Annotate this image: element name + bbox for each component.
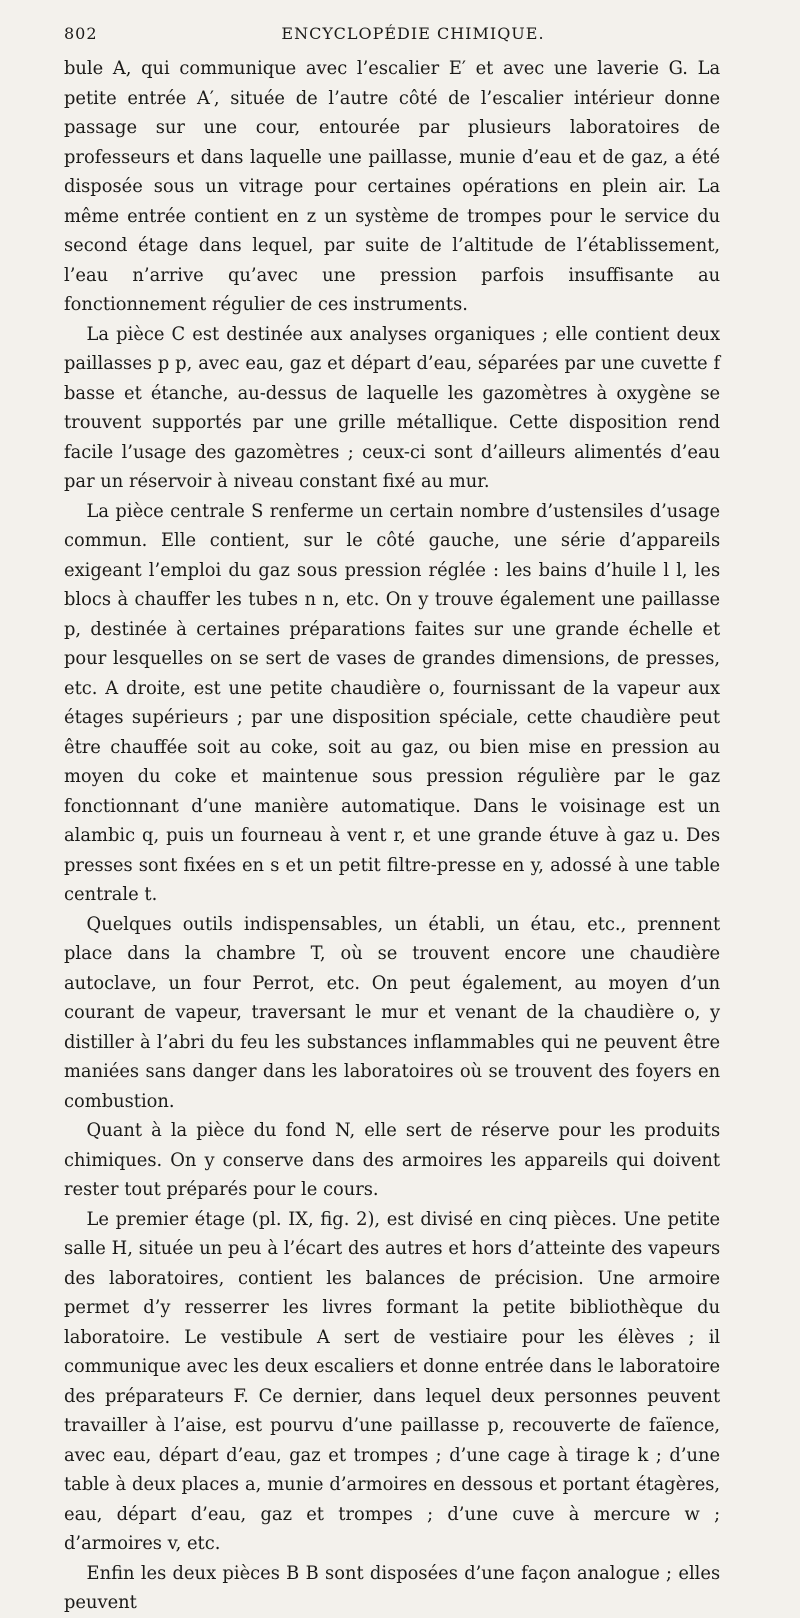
paragraph-premier-etage: Le premier étage (pl. IX, fig. 2), est divisé en cinq pièces. Une petite salle H, située un peu à l’écart des autres et hors d’atteinte des vapeurs des laboratoires, contient les balances de précision. Une armoire permet d’y resserrer les livres formant la petite bibliothèque du laboratoire. Le vestibule A sert de vestiaire pour les élèves ; il communique avec les deux escaliers et donne entrée dans le laboratoire des préparateurs F. Ce dernier, dans lequel deux personnes peuvent travailler à l’aise, est pourvu d’une paillasse p, recouverte de faïence, avec eau, départ d’eau, gaz et trompes ; d’une cage à tirage k ; d’une table à deux places a, munie d’armoires en dessous et portant étagères, eau, départ d’eau, gaz et trompes ; d’une cuve à mercure w ; d’armoires v, etc. <box>64 1207 721 1554</box>
page-number: 802 <box>64 24 98 43</box>
paragraph-piece-du-fond: Quant à la pièce du fond N, elle sert de réserve pour les produits chimiques. On y conserve dans des armoires les appareils qui doivent rester tout préparés pour le cours. <box>64 1119 721 1200</box>
paragraph-piece-c: La pièce C est destinée aux analyses organiques ; elle contient deux paillasses p p, avec eau, gaz et départ d’eau, séparées par une cuvette f basse et étanche, au-dessus de laquelle les gazomètres à oxygène se trouvent supportés par une grille métallique. Cette disposition rend facile l’usage des gazomètres ; ceux-ci sont d’ailleurs alimentés d’eau par un réservoir à niveau constant fixé au mur. <box>64 322 721 492</box>
running-title: ENCYCLOPÉDIE CHIMIQUE. <box>281 24 545 43</box>
body-text <box>64 54 720 1618</box>
paragraph-final: Enfin les deux pièces B B sont disposées d’une façon analogue ; elles peuvent <box>64 1561 721 1613</box>
paragraph-piece-centrale: La pièce centrale S renferme un certain nombre d’ustensiles d’usage commun. Elle contient, sur le côté gauche, une série d’appareils exigeant l’emploi du gaz sous pression réglée : les bains d’huile l l, les blocs à chauffer les tubes n n, etc. On y trouve également une paillasse p, destinée à certaines préparations faites sur une grande échelle et pour lesquelles on se sert de vases de grandes dimensions, de presses, etc. A droite, est une petite chaudière o, fournissant de la vapeur aux étages supérieurs ; par une disposition spéciale, cette chaudière peut être chauffée soit au coke, soit au gaz, ou bien mise en pression au moyen du coke et maintenue sous pression régulière par le gaz fonctionnant d’une manière automatique. Dans le voisinage est un alambic q, puis un fourneau à vent r, et une grande étuve à gaz u. Des presses sont fixées en s et un petit filtre-presse en y, adossé à une table centrale t. <box>64 499 721 905</box>
paragraph-outils: Quelques outils indispensables, un établi, un étau, etc., prennent place dans la chambre T, où se trouvent encore une chaudière autoclave, un four Perrot, etc. On peut également, au moyen d’un courant de vapeur, traversant le mur et venant de la chaudière o, y distiller à l’abri du feu les substances inflammables qui ne peuvent être maniées sans danger dans les laboratoires où se trouvent des foyers en combustion. <box>64 912 721 1112</box>
page-header <box>64 24 762 48</box>
paragraph-continuation: bule A, qui communique avec l’escalier E′ et avec une laverie G. La petite entrée A′, située de l’autre côté de l’escalier intérieur donne passage sur une cour, entourée par plusieurs laboratoires de professeurs et dans laquelle une paillasse, munie d’eau et de gaz, a été disposée sous un vitrage pour certaines opérations en plein air. La même entrée contient en z un système de trompes pour le service du second étage dans lequel, par suite de l’altitude de l’établissement, l’eau n’arrive qu’avec une pression parfois insuffisante au fonctionnement régulier de ces instruments. <box>64 57 721 315</box>
